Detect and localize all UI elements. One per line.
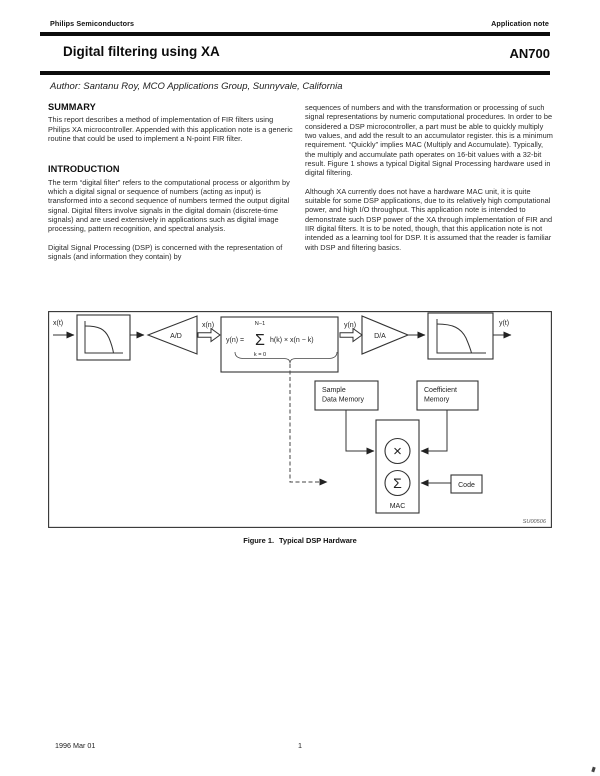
figure-id-code: SU00506	[522, 519, 546, 525]
formula-sigma: Σ	[255, 332, 265, 349]
formula-lower-limit: k = 0	[253, 352, 267, 358]
footer-date: 1996 Mar 01	[55, 741, 96, 750]
coefficient-memory-to-mac-line	[421, 410, 447, 451]
label-code: Code	[458, 482, 475, 489]
fir-equation-box	[221, 317, 338, 372]
multiply-icon: ×	[393, 443, 402, 460]
summary-heading: SUMMARY	[48, 102, 96, 112]
label-x-n: x(n)	[201, 322, 215, 329]
introduction-paragraph-1: The term “digital filter” refers to the computational process or algorithm by which a digital signal or sequence of numbers (acting as input) is transformed into a second sequence of numbers termed the output digital signal. Digital filters involve signals in the digital domain (discrete-time signals) and are used extensively in applications such as digital image processing, pattern recognition, and spectral analysis.	[48, 177, 290, 234]
reconstruction-filter-box	[428, 313, 493, 359]
sigma-icon: Σ	[393, 475, 402, 491]
figure-caption-text: Typical DSP Hardware	[279, 536, 357, 545]
running-header-left: Philips Semiconductors	[50, 19, 135, 28]
formula-lhs: y(n) =	[226, 337, 245, 344]
introduction-heading: INTRODUCTION	[48, 164, 120, 175]
figure-caption-label: Figure 1.	[243, 536, 275, 545]
block-arrow-x-n-icon	[198, 329, 220, 342]
label-y-t: y(t)	[498, 320, 510, 327]
footer-page-number: 1	[298, 741, 302, 750]
filter2-response-curve-icon	[437, 324, 472, 353]
right-column	[305, 103, 555, 261]
sample-memory-to-mac-line	[346, 410, 374, 451]
label-x-t: x(t)	[53, 320, 64, 327]
figure-1-dsp-hardware	[48, 311, 552, 533]
block-arrow-y-n-icon	[340, 329, 362, 342]
header-rule-top	[40, 32, 550, 36]
doc-number: AN700	[509, 46, 550, 61]
coefficient-memory-label-line1: Coefficient	[424, 387, 457, 394]
author-line: Author: Santanu Roy, MCO Applications Group, Sunnyvale, California	[50, 81, 343, 92]
label-dac: D/A	[374, 333, 386, 340]
figure-caption	[48, 536, 552, 545]
right-paragraph-1: sequences of numbers and with the transformation or processing of such signal representations by numeric computational procedures. In order to be considered a DSP microcontroller, a part must be able to quickly multiply two values, and add the result to an accumulator register. this is a minimum requirement. “Quickly” implies MAC (Multiply and Accumulate). Typically, the multiply and accumulate path operates on 16-bit values with a 32-bit result. Figure 1 shows a typical Digital Signal Processing hardware used in digital filtering.	[305, 103, 553, 178]
label-adc: A/D	[170, 333, 182, 340]
filter1-response-curve-icon	[85, 326, 114, 353]
right-paragraph-2: Although XA currently does not have a hardware MAC unit, it is quite suitable for some DSP applications, due to its relatively high computational power, and high I/O throughput. This application note is intended to demonstrate such DSP power of the XA through implementation of FIR and IIR digital filters. It is to be noted, though, that this application note is not intended as a learning tool for DSP. It is assumed that the reader is familiar with DSP and filtering basics.	[305, 186, 553, 252]
formula-upper-limit: N−1	[254, 321, 266, 327]
summary-paragraph: This report describes a method of implementation of FIR filters using Philips XA microcontroller. Appended with this application note is a generic routine that could be used to implement a N-point FIR filter.	[48, 115, 293, 144]
left-column	[48, 103, 297, 270]
dsp-block-diagram	[48, 311, 552, 528]
mac-unit-box	[376, 420, 419, 513]
coefficient-memory-label-line2: Memory	[424, 396, 450, 404]
introduction-paragraph-2: Digital Signal Processing (DSP) is concerned with the representation of signals (and information they contain) by	[48, 242, 283, 262]
sample-data-memory-box	[315, 381, 378, 410]
header-rule-bottom	[40, 71, 550, 75]
formula-rhs: h(k) × x(n − k)	[270, 337, 314, 344]
dashed-mapping-arrow	[290, 364, 327, 482]
underbrace-icon	[235, 352, 337, 364]
running-header-right: Application note	[491, 19, 549, 28]
scan-artifact	[591, 767, 595, 773]
coefficient-memory-box	[417, 381, 478, 410]
sample-memory-label-line2: Data Memory	[322, 396, 365, 404]
label-mac: MAC	[389, 503, 406, 510]
label-y-n: y(n)	[343, 322, 357, 329]
sample-memory-label-line1: Sample	[322, 387, 346, 394]
page-title: Digital filtering using XA	[63, 44, 220, 59]
